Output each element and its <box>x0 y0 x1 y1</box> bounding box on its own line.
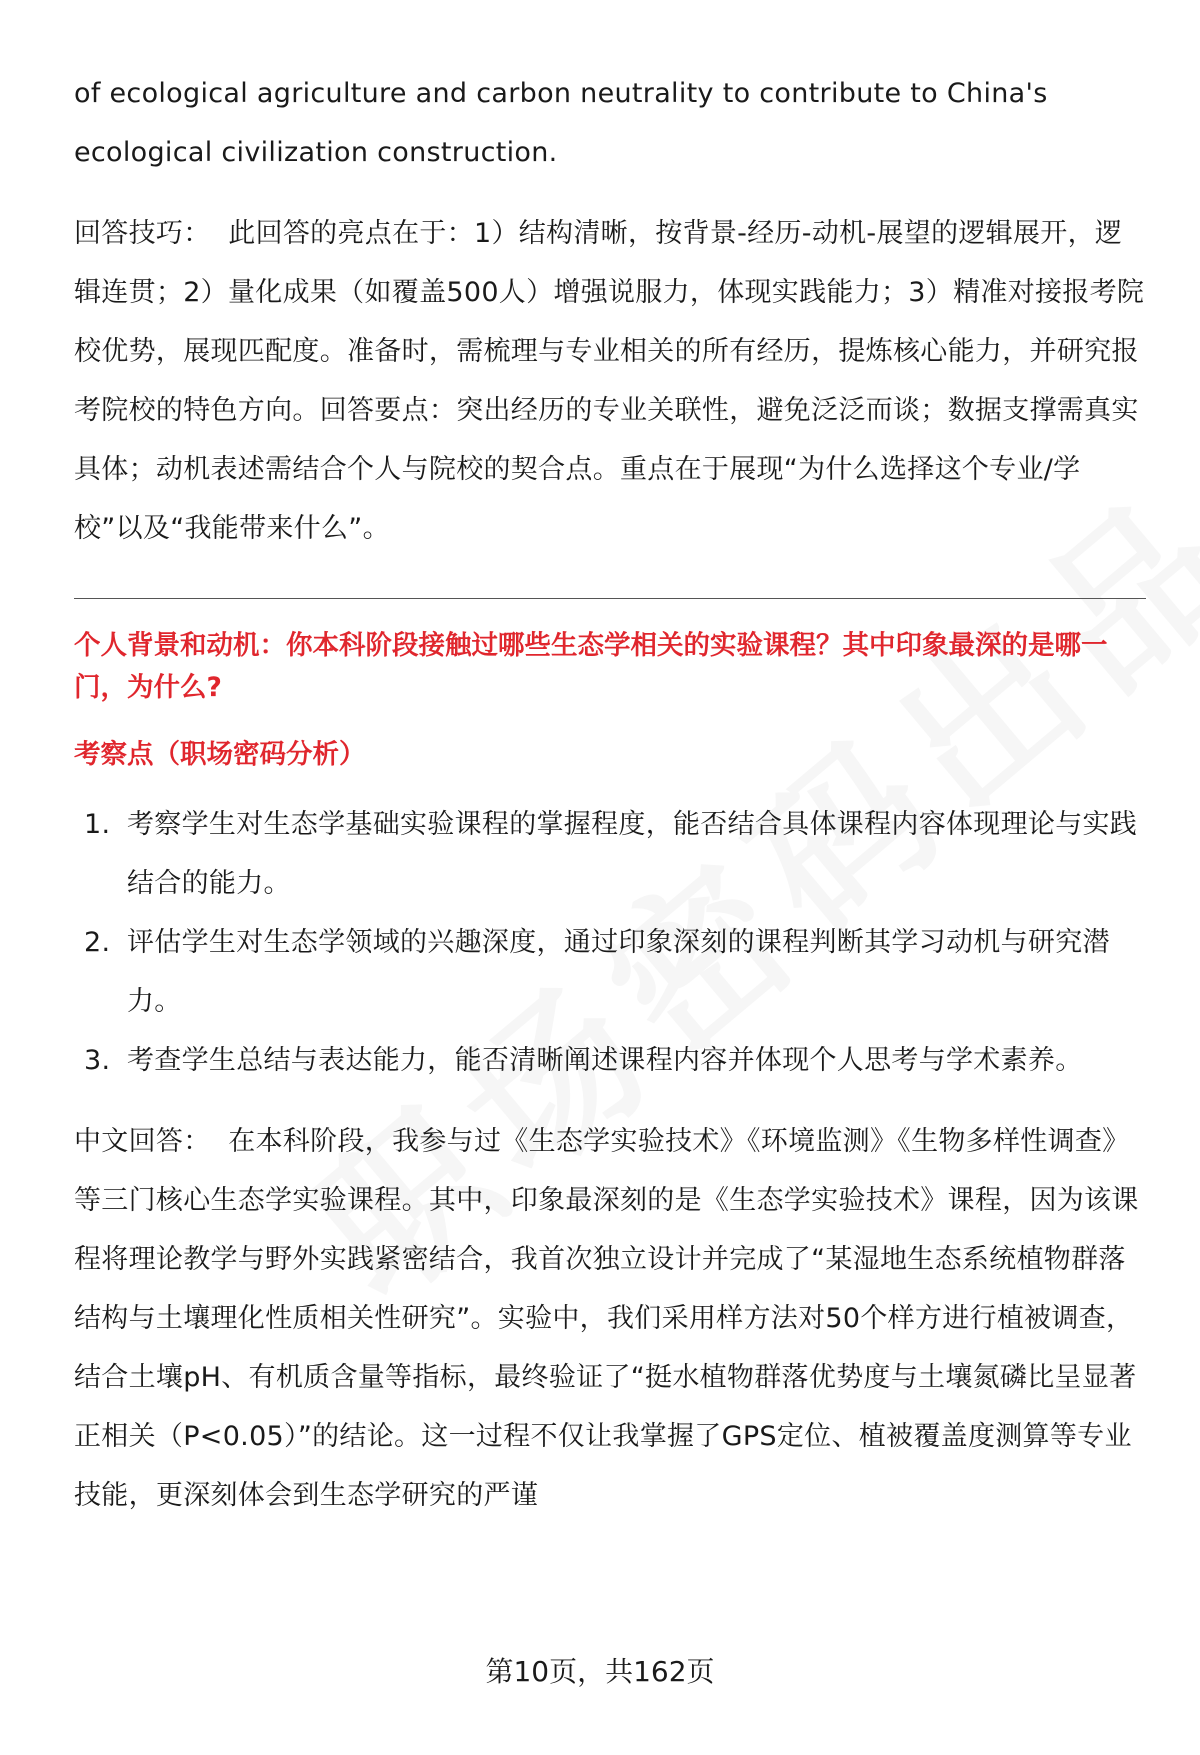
answer-paragraph <box>74 1112 1146 1525</box>
examine-points-title: 考察点（职场密码分析） <box>74 739 366 770</box>
tips-paragraph <box>74 204 1146 558</box>
page-number: 第10页，共162页 <box>485 1655 715 1688</box>
answer-label: 中文回答： <box>74 1126 211 1157</box>
list-item-number: 1. <box>84 809 111 840</box>
examine-points-list <box>74 795 1146 1090</box>
list-item-text: 评估学生对生态学领域的兴趣深度，通过印象深刻的课程判断其学习动机与研究潜力。 <box>127 927 1110 1017</box>
list-item-number: 3. <box>84 1045 111 1076</box>
document-page <box>74 64 1146 1525</box>
section-divider <box>74 598 1146 599</box>
english-paragraph-tail: of ecological agriculture and carbon neutrality to contribute to China's ecological civilization construction. <box>74 78 1048 168</box>
list-item-number: 2. <box>84 927 111 958</box>
tips-text: 此回答的亮点在于：1）结构清晰，按背景-经历-动机-展望的逻辑展开，逻辑连贯；2）量化成果（如覆盖500人）增强说服力，体现实践能力；3）精准对接报考院校优势，展现匹配度。准备时，需梳理与专业相关的所有经历，提炼核心能力，并研究报考院校的特色方向。回答要点：突出经历的专业关联性，避免泛泛而谈；数据支撑需真实具体；动机表述需结合个人与院校的契合点。重点在于展现“为什么选择这个专业/学校”以及“我能带来什么”。 <box>74 218 1145 544</box>
list-item <box>74 1031 1146 1090</box>
list-item-text: 考查学生总结与表达能力，能否清晰阐述课程内容并体现个人思考与学术素养。 <box>127 1045 1083 1076</box>
question-heading: 个人背景和动机：你本科阶段接触过哪些生态学相关的实验课程？其中印象最深的是哪一门，为什么? <box>74 630 1108 703</box>
list-item-text: 考察学生对生态学基础实验课程的掌握程度，能否结合具体课程内容体现理论与实践结合的能力。 <box>127 809 1138 899</box>
tips-label: 回答技巧： <box>74 218 211 249</box>
list-item <box>74 913 1146 1031</box>
list-item <box>74 795 1146 913</box>
answer-text: 在本科阶段，我参与过《生态学实验技术》《环境监测》《生物多样性调查》等三门核心生态学实验课程。其中，印象最深刻的是《生态学实验技术》课程，因为该课程将理论教学与野外实践紧密结合，我首次独立设计并完成了“某湿地生态系统植物群落结构与土壤理化性质相关性研究”。实验中，我们采用样方法对50个样方进行植被调查，结合土壤pH、有机质含量等指标，最终验证了“挺水植物群落优势度与土壤氮磷比呈显著正相关（P<0.05）”的结论。这一过程不仅让我掌握了GPS定位、植被覆盖度测算等专业技能，更深刻体会到生态学研究的严谨 <box>74 1126 1139 1511</box>
